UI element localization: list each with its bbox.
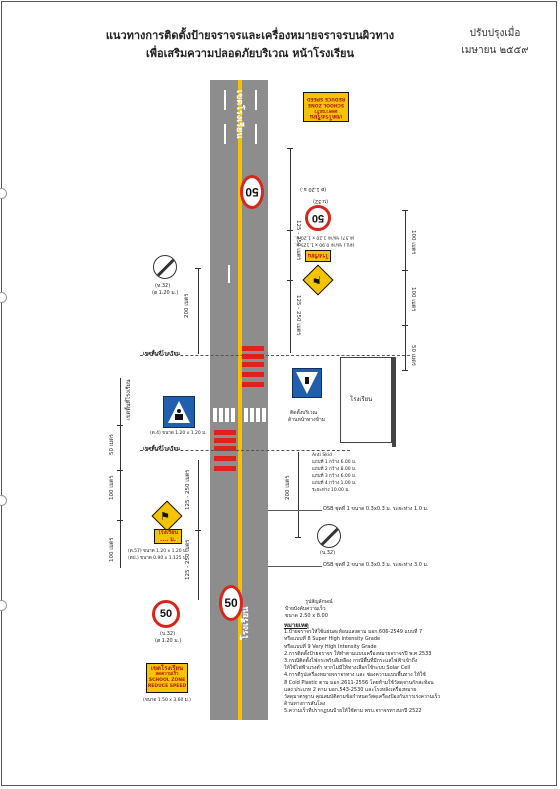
school-zone-plate-right: เขตโรงเรียน ลดความเร็ว SCHOOL ZONE REDUCE SPEED	[303, 92, 349, 122]
school-zone-plate-caption: (ขนาด 1.50 x 3.60 ม.)	[143, 698, 191, 703]
zebra-bar	[225, 408, 229, 422]
hump-stripe	[242, 372, 264, 377]
zone-start-label: เขตพื้นที่โรงเรียน	[143, 351, 180, 357]
road-symbol-line2: ป้ายบังคับความเร็ว	[285, 606, 326, 612]
hump-stripe	[242, 382, 264, 387]
caption-a-right: (ต.57) ขนาด 1.20 x 1.20 ม.	[295, 234, 355, 240]
note-line: หรือแบบที่ 8 Super High Intensity Grade	[284, 636, 381, 643]
speed-limit-sign-right: 50	[305, 205, 331, 231]
note-line: 2.การติดตั้งป้ายจราจร ให้ทำตามแบบเครื่องหมายจราจรปี พ.ศ.2533	[284, 650, 432, 657]
crosswalk-label-bottom: เขตพื้นที่โรงเรียน	[143, 446, 180, 452]
note-line: 1.ป้ายจราจรให้ใช้แผ่นสะท้อนแสงตาม มอก.606-2549 แบบที่ 7	[284, 629, 423, 636]
school-zone-plate-left: เขตโรงเรียน ลดความเร็ว SCHOOL ZONE REDUCE SPEED	[146, 663, 188, 693]
note-line: ให้ใช้ไฟฟ้าแรงต่ำ หากไม่มีให้ทางเลือกใช้ระบบ Solar Cell	[284, 665, 411, 672]
page-frame	[1, 1, 557, 786]
diagonal-bar-icon	[154, 255, 177, 279]
crossing-sign	[163, 396, 195, 428]
note-line: แสง ประเภท 2 ตาม มอก.543-2530 และโรงหลังเครื่องหมาย	[284, 686, 417, 693]
crossing-sign-caption: (ต.4) ขนาด 1.20 x 1.20 ม.	[150, 431, 207, 436]
dist-100b-left: 100 เมตร	[109, 537, 115, 562]
dim-line	[298, 452, 299, 537]
crossing-sign-right	[292, 368, 322, 398]
dim-line	[198, 268, 199, 354]
dist-200-right: 200 เมตร	[285, 475, 291, 500]
children-icon: ⚑	[160, 510, 170, 523]
zebra-bar	[213, 408, 217, 422]
road-speed-50-top: 50	[240, 175, 264, 209]
school-plate-right: โรงเรียน	[305, 250, 331, 262]
crosswalk-label-top: เขตพื้นที่โรงเรียน	[126, 379, 132, 420]
road-symbol-line3: ขนาด 2.50 x 8.00	[285, 613, 328, 619]
end-restriction-size: (ø 1.20 ม.)	[152, 290, 179, 296]
hump-stripe	[242, 362, 264, 367]
antiskid-row2: แถบที่ 2 กว้าง 8.00 ม.	[312, 467, 357, 472]
dim-tick	[117, 520, 123, 521]
end-sign-label-right: (บ.32)	[320, 550, 336, 556]
crossing-label-2-right: ด้านหน้าทางข้าม	[288, 417, 326, 423]
antiskid-title: Anti Skid	[312, 453, 332, 458]
end-restriction-sign	[153, 255, 177, 279]
dim-tick	[287, 230, 293, 231]
school-building-label: โรงเรียน	[350, 396, 373, 403]
speed-limit-sign-left: 50	[152, 600, 180, 628]
dist-125-250b-left: 125 - 250 เมตร	[185, 539, 191, 580]
title-line-1: แนวทางการติดตั้งป้ายจราจรและเครื่องหมายจราจรบนผิวทาง	[105, 29, 395, 42]
lane-dash	[224, 124, 226, 144]
note-line: วัสดุมาตรฐาน คุณสมบัติตามข้อกำหนดวัสดุเครื่องป้องกันการเร่งความเร็ว	[284, 694, 441, 701]
revision-date: เมษายน ๒๕๕๙	[461, 45, 529, 56]
caption-b-right: (ตป.) ขนาด 0.90 x 1.125 ม.	[295, 241, 355, 247]
dim-tick	[287, 280, 293, 281]
end-restriction-sign-right	[317, 524, 341, 548]
hump-stripe	[214, 430, 236, 435]
speed-size-right: (ø 1.20 ม.)	[300, 186, 327, 192]
road-symbol-line1: รูปสัญลักษณ์	[305, 599, 333, 605]
school-warning-caption1: (ต.57) ขนาด 1.20 x 1.20 ม.	[128, 549, 188, 554]
dim-tick	[402, 325, 408, 326]
zebra-bar	[262, 408, 266, 422]
road-text-school-zone: เขตโรงเรียน	[234, 90, 244, 139]
zebra-bar	[219, 408, 223, 422]
zone-line-top	[140, 355, 410, 356]
dim-line	[120, 378, 121, 568]
osb-set-1: OSB ชุดที่ 1 ขนาด 0.3x0.3 ม. ระยะห่าง 1.0 ม.	[323, 506, 429, 512]
dist-100a-left: 100 เมตร	[109, 475, 115, 500]
zebra-bar	[256, 408, 260, 422]
dist-200-left: 200 เมตร	[184, 293, 190, 318]
hump-stripe	[242, 346, 264, 351]
dim-tick	[117, 470, 123, 471]
dist-125-250b-right: 125 - 250 เมตร	[295, 295, 301, 336]
antiskid-row5: ระยะห่าง 10.00 ม.	[312, 488, 350, 493]
school-warning-plate: โรงเรียน .... ม.	[154, 529, 182, 544]
dim-tick	[402, 270, 408, 271]
antiskid-row4: แถบที่ 4 กว้าง 1.00 ม.	[312, 481, 357, 486]
dim-tick	[402, 210, 408, 211]
note-line: สี Cold Plastic ตาม มอก.2611-2556 โดยห้ามใช้วัสดุจานกักสะท้อน	[284, 679, 434, 686]
diagonal-bar-icon	[318, 524, 341, 548]
leader-line	[268, 566, 322, 567]
school-warning-caption2: (ตป.) ขนาด 0.90 x 1.125 ม.	[128, 556, 188, 561]
lane-arrow	[228, 265, 230, 283]
road-text-school-bottom: โรงเรียน	[241, 606, 251, 640]
dist-125-250a-right: 125 - 250 เมตร	[295, 220, 301, 261]
hump-stripe	[214, 466, 236, 471]
zebra-bar	[250, 408, 254, 422]
dim-tick	[195, 530, 201, 531]
antiskid-row3: แถบที่ 3 กว้าง 6.00 ม.	[312, 474, 357, 479]
building-shadow	[392, 357, 396, 447]
speed-limit-size-left: (ø 1.20 ม.)	[155, 638, 182, 644]
dim-tick	[287, 148, 293, 149]
note-line: ด้านทางการสันโลง	[284, 701, 326, 708]
dim-tick	[117, 425, 123, 426]
dim-tick	[295, 537, 301, 538]
lane-dash	[255, 124, 257, 144]
dist-50-right: 50 เมตร	[410, 345, 416, 366]
note-line: 4.การตีรูปเครื่องหมายจราจรทาง และ ช่องความแบบพื้นทาง ให้ใช้	[284, 672, 426, 679]
zebra-bar	[231, 408, 235, 422]
note-line: 3.กรณีติดตั้งไฟกระพริบสีเหลือง กรณีพื้นที่มีกระแสไฟฟ้าเข้าถึง	[284, 658, 418, 665]
pedestrian-icon	[305, 377, 309, 384]
dim-line	[290, 148, 291, 353]
dist-100b-right: 100 เมตร	[410, 287, 416, 312]
zebra-bar	[244, 408, 248, 422]
lane-dash	[224, 90, 226, 110]
speed-caption-right: (บ.32)	[313, 198, 329, 204]
hump-stripe	[214, 438, 236, 443]
dim-tick	[402, 370, 408, 371]
end-restriction-label: (ท.32)	[155, 283, 171, 289]
crossing-label-1-right: ติดตั้งบริเวณ	[290, 410, 318, 416]
notes-heading: หมายเหตุ	[284, 622, 309, 629]
osb-set-2: OSB ชุดที่ 2 ขนาด 0.3x0.3 ม. ระยะห่าง 3.0 ม.	[323, 562, 429, 568]
revision-label: ปรับปรุงเมื่อ	[469, 28, 521, 39]
leader-line	[268, 510, 322, 511]
note-line: หรือแบบที่ 9 Very High Intensity Grade	[284, 643, 377, 650]
dim-line	[405, 210, 406, 370]
children-icon: ⚑	[312, 273, 322, 286]
dist-125-250a-left: 125 - 250 เมตร	[185, 469, 191, 510]
notes-block	[284, 622, 464, 716]
title-line-2: เพื่อเสริมความปลอดภัยบริเวณ หน้าโรงเรียน	[145, 47, 354, 60]
pedestrian-icon	[177, 409, 181, 413]
dist-50-left: 50 เมตร	[109, 434, 115, 455]
road-speed-50-bottom: 50	[219, 585, 243, 621]
dist-100a-right: 100 เมตร	[410, 230, 416, 255]
antiskid-row1: แถบที่ 1 กว้าง 6.00 ม.	[312, 460, 357, 465]
speed-limit-label-left: (บ.32)	[160, 631, 176, 637]
lane-dash	[255, 90, 257, 110]
hump-stripe	[214, 456, 236, 461]
dim-tick	[195, 268, 201, 269]
note-line: 5.ความเร็วที่ปรากฏบนป้ายให้ใช้ตาม พรบ.จราจรทางบกปี 2522	[284, 708, 422, 715]
